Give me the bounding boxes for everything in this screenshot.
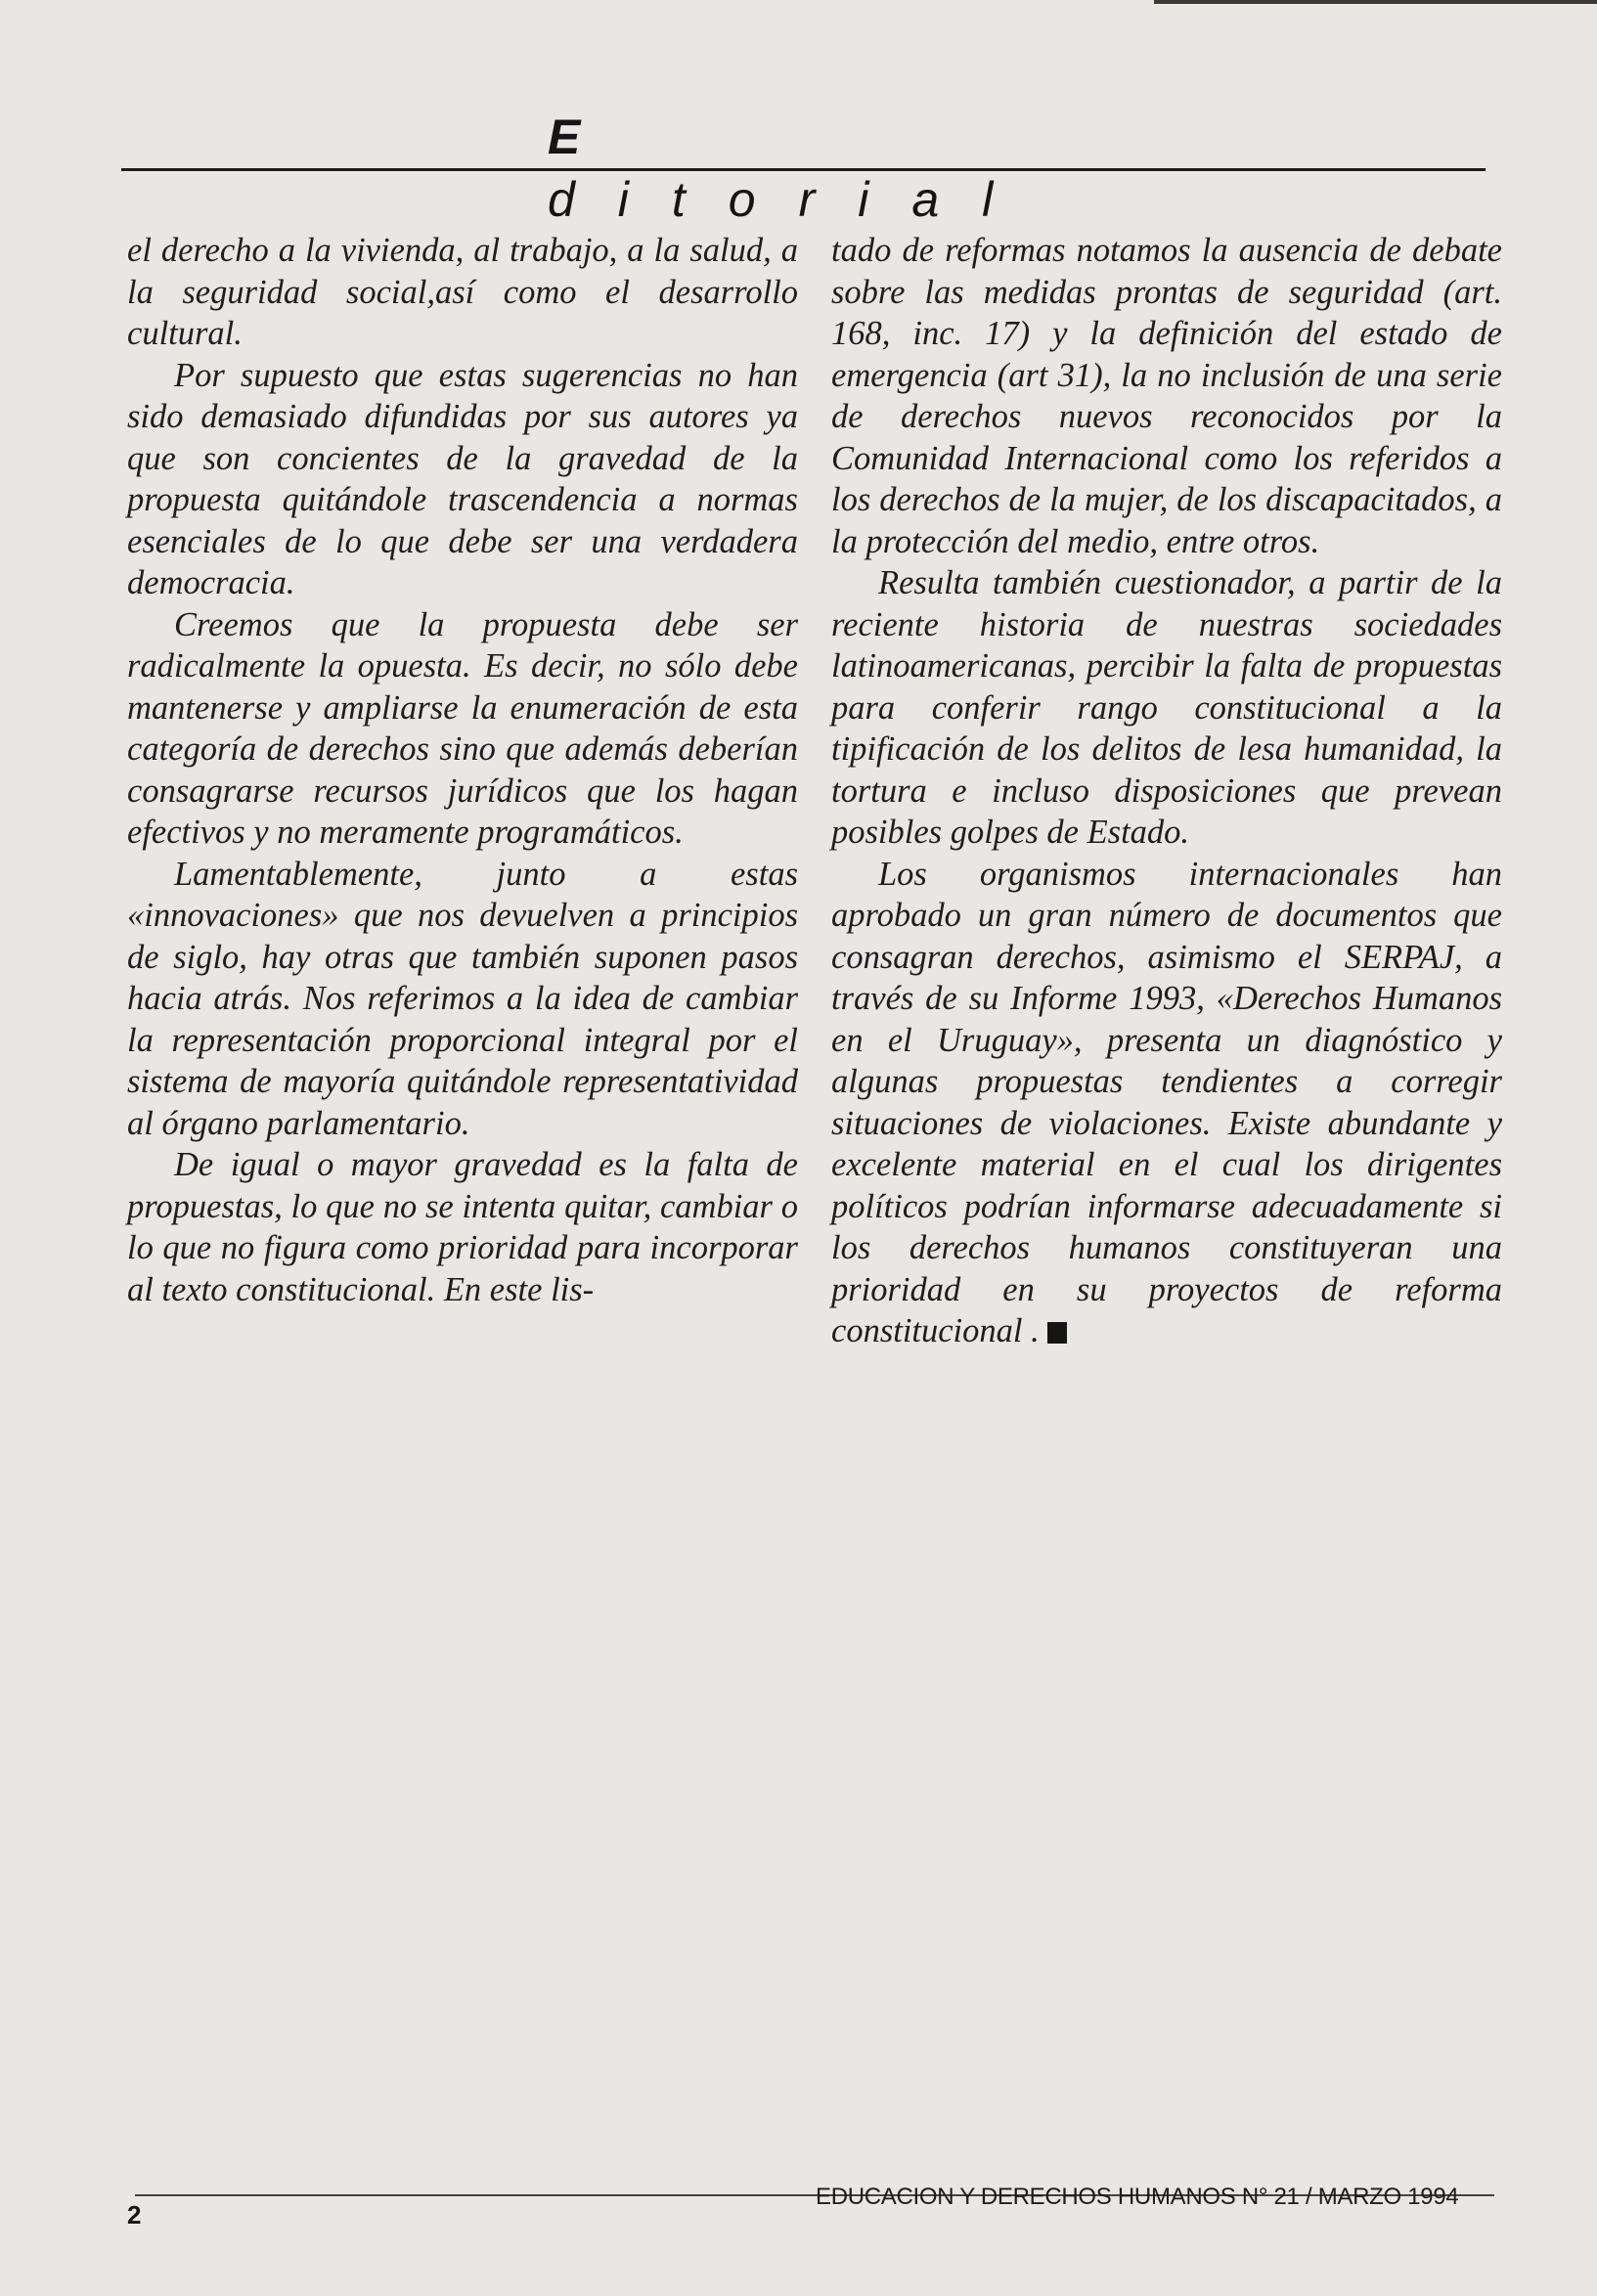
- page-number: 2: [127, 2200, 142, 2230]
- section-title-rest: ditorial: [548, 172, 1037, 227]
- section-title: [548, 106, 1056, 227]
- section-title-initial: E: [548, 110, 581, 164]
- paragraph: Creemos que la propuesta debe ser radicalmente la opuesta. Es decir, no sólo debe mantenerse y ampliarse la enumeración de esta categoría de derechos sino que además deberían consagrarse recursos jurídicos que los hagan efectivos y no meramente programáticos.: [127, 605, 798, 851]
- paragraph: el derecho a la vivienda, al trabajo, a la salud, a la seguridad social,así como el desarrollo cultural.: [127, 232, 798, 352]
- scan-top-edge: [1154, 0, 1597, 4]
- publication-info: EDUCACION Y DERECHOS HUMANOS N° 21 / MARZO 1994: [816, 2184, 1459, 2210]
- left-column: [127, 230, 798, 1310]
- paragraph-text: Los organismos internacionales han aprobado un gran número de documentos que consagran derechos, asimismo el SERPAJ, a través de su Informe 1993, «Derechos Humanos en el Uruguay», presenta un diagnóstico y algunas propuestas tendientes a corregir situaciones de violaciones. Existe abundante y excelente material en el cual los dirigentes políticos podrían informarse adecuadamente si los derechos humanos constituyeran una prioridad en su proyectos de reforma constitucional .: [831, 855, 1502, 1349]
- paragraph: Por supuesto que estas sugerencias no han sido demasiado difundidas por sus autores ya que son concientes de la gravedad de la propuesta quitándole trascendencia a normas esenciales de lo que debe ser una verdadera democracia.: [127, 356, 798, 601]
- right-column: [831, 230, 1502, 1352]
- paragraph: Lamentablemente, junto a estas «innovaciones» que nos devuelven a principios de siglo, hay otras que también suponen pasos hacia atrás. Nos referimos a la idea de cambiar la representación proporcional integral por el sistema de mayoría quitándole representatividad al órgano parlamentario.: [127, 855, 798, 1142]
- paragraph: [831, 854, 1502, 1352]
- paragraph: Resulta también cuestionador, a partir de la reciente historia de nuestras sociedades latinoamericanas, percibir la falta de propuestas para conferir rango constitucional a la tipificación de los delitos de lesa humanidad, la tortura e incluso disposiciones que prevean posibles golpes de Estado.: [831, 564, 1502, 851]
- paragraph: tado de reformas notamos la ausencia de debate sobre las medidas prontas de seguridad (art. 168, inc. 17) y la definición del estado de emergencia (art 31), la no inclusión de una serie de derechos nuevos reconocidos por la Comunidad Internacional como los referidos a los derechos de la mujer, de los discapacitados, a la protección del medio, entre otros.: [831, 232, 1502, 560]
- paragraph: De igual o mayor gravedad es la falta de propuestas, lo que no se intenta quitar, cambiar o lo que no figura como prioridad para incorporar al texto constitucional. En este lis-: [127, 1146, 798, 1308]
- end-of-article-mark: [1047, 1322, 1067, 1344]
- header-rule: [121, 168, 1486, 171]
